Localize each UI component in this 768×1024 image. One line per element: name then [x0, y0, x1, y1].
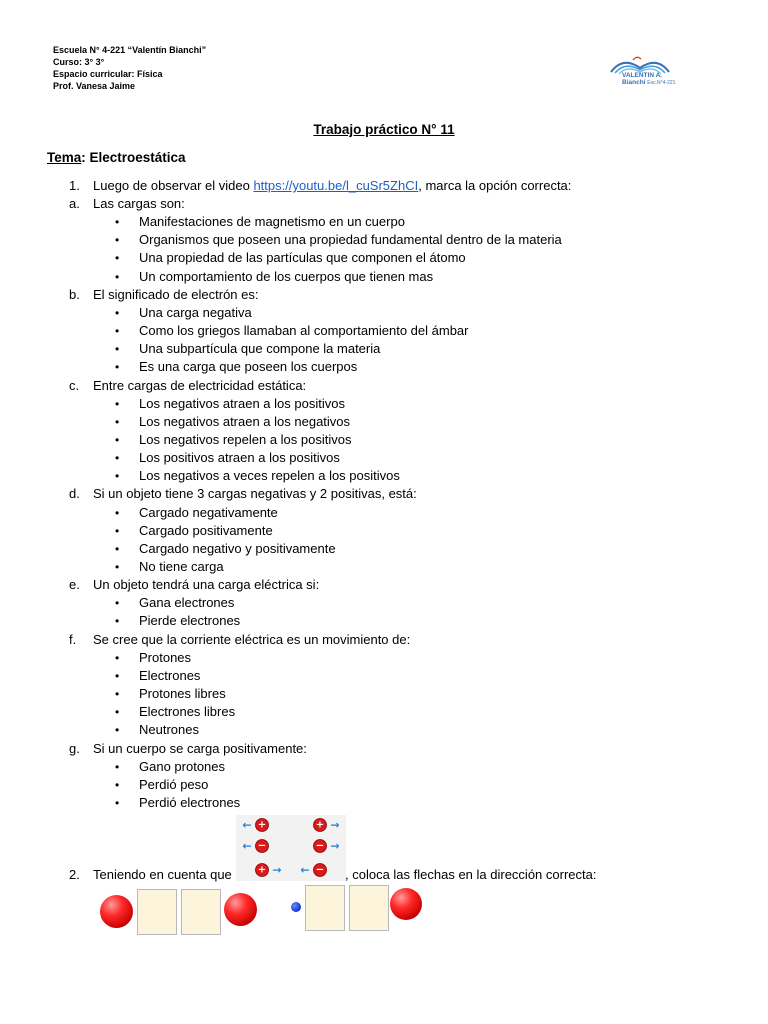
option-text: Organismos que poseen una propiedad fundamental dentro de la materia — [139, 232, 562, 248]
charges-reference-image — [236, 815, 346, 881]
page-title: Trabajo práctico N° 11 — [313, 122, 455, 137]
option-text: Un comportamiento de los cuerpos que tienen mas — [139, 268, 434, 284]
bullet-icon: • — [115, 668, 120, 683]
option-text: Una propiedad de las partículas que componen el átomo — [139, 250, 466, 266]
positive-charge-ball — [100, 895, 133, 928]
bullet-icon: • — [115, 269, 120, 284]
item-letter: a. — [69, 196, 80, 211]
arrow-left-icon: ← — [242, 839, 252, 853]
topic — [47, 150, 186, 165]
school-header — [53, 44, 206, 92]
option-text: Gano protones — [139, 758, 226, 774]
bullet-icon: • — [115, 215, 120, 230]
item-question: Si un cuerpo se carga positivamente: — [93, 740, 307, 756]
option-text: Cargado positivamente — [139, 522, 273, 538]
charge-sign: − — [315, 864, 325, 876]
option-text: Como los griegos llamaban al comportamiento del ámbar — [139, 323, 469, 339]
charge-sign: + — [315, 819, 325, 831]
logo-line2: Bianchi — [622, 79, 646, 86]
arrow-right-icon: → — [330, 818, 340, 832]
question-number: 1. — [69, 178, 80, 193]
item-letter: f. — [69, 631, 77, 647]
option-text: Cargado negativo y positivamente — [139, 540, 336, 556]
positive-charge-ball — [224, 893, 257, 926]
item-question: Entre cargas de electricidad estática: — [93, 377, 307, 393]
option-text: Una subpartícula que compone la materia — [139, 341, 381, 357]
logo-text — [622, 72, 675, 87]
arrow-right-icon: → — [272, 863, 282, 877]
bullet-icon: • — [115, 687, 120, 702]
bullet-icon: • — [115, 795, 120, 810]
bullet-icon: • — [115, 596, 120, 611]
teacher: Prof. Vanesa Jaime — [53, 81, 136, 91]
logo-small: Esc.N°4-221 — [647, 80, 676, 86]
bullet-icon: • — [115, 432, 120, 447]
option-text: Gana electrones — [139, 595, 235, 611]
option-text: No tiene carga — [139, 559, 224, 574]
bullet-icon: • — [115, 414, 120, 429]
arrow-answer-box[interactable] — [349, 885, 389, 931]
charge-sign: − — [315, 840, 325, 852]
bullet-icon: • — [115, 233, 120, 248]
option-text: Perdió electrones — [139, 794, 241, 810]
question-text-after: , coloca las flechas en la dirección correcta: — [345, 867, 597, 882]
bullet-icon: • — [115, 705, 120, 720]
bullet-icon: • — [115, 777, 120, 792]
arrow-answer-box[interactable] — [181, 889, 221, 935]
bullet-icon: • — [115, 324, 120, 339]
positive-charge-ball — [390, 888, 422, 920]
school-name: Escuela N° 4-221 “Valentín Bianchi” — [53, 45, 207, 55]
question-text-before: Teniendo en cuenta que — [93, 867, 232, 882]
option-text: Protones libres — [139, 686, 226, 702]
topic-label: Tema — [47, 150, 82, 165]
item-letter: c. — [69, 377, 80, 393]
item-question: Las cargas son: — [93, 196, 185, 211]
bullet-icon: • — [115, 305, 120, 320]
charge-sign: − — [257, 840, 267, 852]
option-text: Pierde electrones — [139, 613, 241, 629]
electron-dot — [291, 902, 301, 912]
bullet-icon: • — [115, 451, 120, 466]
bullet-icon: • — [115, 469, 120, 484]
option-text: Perdió peso — [139, 776, 209, 792]
item-question: Si un objeto tiene 3 cargas negativas y 2 positivas, está: — [93, 486, 417, 502]
arrow-left-icon: ← — [242, 818, 252, 832]
logo-line1: VALENTIN A. — [622, 72, 663, 79]
video-link[interactable]: https://youtu.be/l_cuSr5ZhCI — [253, 178, 419, 193]
charge-sign: + — [257, 819, 267, 831]
question-text: Luego de observar el video https://youtu.be/l_cuSr5ZhCI, marca la opción correcta: — [93, 178, 572, 193]
option-text: Los negativos a veces repelen a los positivos — [139, 468, 400, 484]
bullet-icon: • — [115, 251, 120, 266]
item-letter: e. — [69, 577, 80, 593]
arrow-left-icon: ← — [300, 863, 310, 877]
bullet-icon: • — [115, 396, 120, 411]
bullet-icon: • — [115, 560, 120, 574]
item-question: El significado de electrón es: — [93, 286, 259, 302]
option-text: Los negativos atraen a los positivos — [139, 395, 345, 411]
school-logo — [605, 54, 675, 90]
option-text: Los negativos atraen a los negativos — [139, 413, 351, 429]
option-text: Los negativos repelen a los positivos — [139, 431, 352, 447]
option-text: Los positivos atraen a los positivos — [139, 450, 340, 466]
item-letter: g. — [69, 740, 80, 756]
bullet-icon: • — [115, 342, 120, 357]
option-text: Es una carga que poseen los cuerpos — [139, 359, 358, 375]
arrow-answer-box[interactable] — [137, 889, 177, 935]
option-text: Manifestaciones de magnetismo en un cuerpo — [139, 214, 405, 230]
item-letter: b. — [69, 286, 80, 302]
item-question: Un objeto tendrá una carga eléctrica si: — [93, 577, 320, 593]
arrow-right-icon: → — [330, 839, 340, 853]
option-text: Neutrones — [139, 722, 199, 738]
item-letter: d. — [69, 486, 80, 502]
charge-sign: + — [257, 864, 267, 876]
option-text: Cargado negativamente — [139, 504, 278, 520]
bullet-icon: • — [115, 759, 120, 774]
option-text: Protones — [139, 649, 192, 665]
bullet-icon: • — [115, 360, 120, 375]
bullet-icon: • — [115, 541, 120, 556]
option-text: Una carga negativa — [139, 304, 252, 320]
course: Curso: 3° 3° — [53, 57, 105, 67]
bullet-icon: • — [115, 614, 120, 629]
bullet-icon: • — [115, 523, 120, 538]
topic-value: : Electroestática — [81, 150, 186, 165]
bullet-icon: • — [115, 505, 120, 520]
item-question: Se cree que la corriente eléctrica es un movimiento de: — [93, 631, 411, 647]
bullet-icon: • — [115, 650, 120, 665]
option-text: Electrones libres — [139, 704, 236, 720]
arrow-answer-box[interactable] — [305, 885, 345, 931]
question-number: 2. — [69, 867, 80, 882]
subject: Espacio curricular: Física — [53, 69, 163, 79]
option-text: Electrones — [139, 667, 201, 683]
bullet-icon: • — [115, 723, 120, 738]
